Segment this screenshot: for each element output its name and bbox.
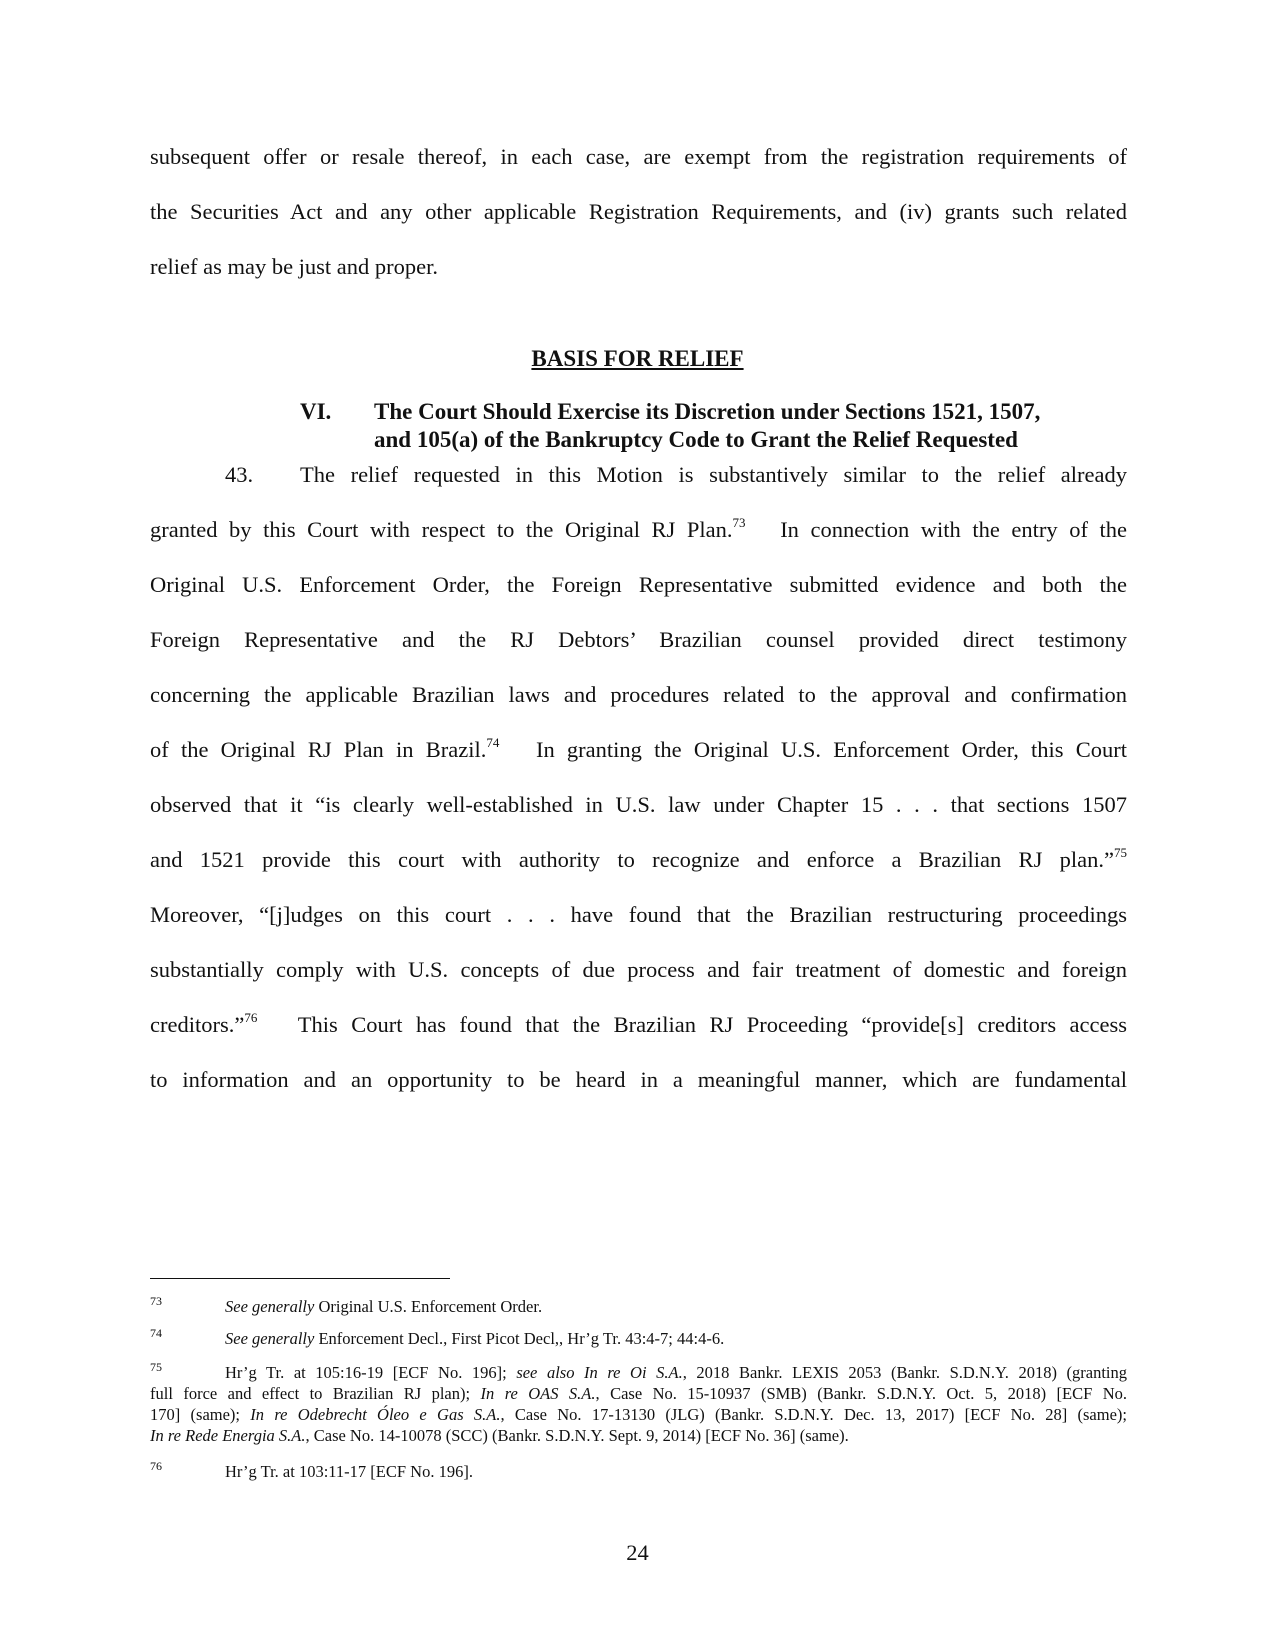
text-line: concerning the applicable Brazilian laws and procedures related to the approval and confirmation [150,682,1127,707]
footnote-line [225,1362,1127,1383]
footnote-line [150,1404,1127,1425]
text-line: the Securities Act and any other applicable Registration Requirements, and (iv) grants such related [150,199,1127,224]
footnote-ref: 76 [244,1009,258,1025]
italic-text: See generally [225,1297,315,1316]
text-span: , Case No. 17-13130 (JLG) (Bankr. S.D.N.Y. Dec. 13, 2017) [ECF No. 28] (same); [500,1405,1127,1424]
footnote-ref: 75 [1114,844,1127,860]
footnote-text [225,1296,542,1317]
text-span: , 2018 Bankr. LEXIS 2053 (Bankr. S.D.N.Y. 2018) (granting [682,1363,1128,1382]
text-span: Hr’g Tr. at 105:16-19 [ECF No. 196]; [225,1363,517,1382]
footnote-number: 73 [150,1294,162,1308]
subsection-title-line: The Court Should Exercise its Discretion under Sections 1521, 1507, [374,399,1041,424]
footnote-number: 74 [150,1326,162,1340]
italic-text: See generally [225,1329,315,1348]
italic-text: see also In re Oi S.A. [516,1363,683,1382]
text-line [150,460,1127,490]
text-line: observed that it “is clearly well-established in U.S. law under Chapter 15 . . . that sections 1507 [150,792,1127,817]
footnote-ref: 74 [486,734,500,750]
text-span: Enforcement Decl., First Picot Decl,, Hr’g Tr. 43:4-7; 44:4-6. [314,1329,725,1348]
text-line: Original U.S. Enforcement Order, the Foreign Representative submitted evidence and both the [150,572,1127,597]
footnote-75 [150,1362,1127,1452]
text-line: substantially comply with U.S. concepts of due process and fair treatment of domestic and foreign [150,957,1127,982]
text-line [150,1010,1127,1040]
text-line: subsequent offer or resale thereof, in each case, are exempt from the registration requirements of [150,144,1127,169]
subsection-number: VI. [300,399,332,424]
footnote-line [150,1383,1127,1404]
footnote-number: 75 [150,1360,162,1374]
page-number: 24 [626,1540,649,1565]
italic-text: In re Odebrecht Óleo e Gas S.A. [250,1405,501,1424]
text-span: full force and effect to Brazilian RJ plan); [150,1384,481,1403]
text-span: Original U.S. Enforcement Order. [314,1297,543,1316]
subsection-title [374,398,1074,454]
subsection-title-line: and 105(a) of the Bankruptcy Code to Grant the Relief Requested [374,427,1018,452]
text-span: granted by this Court with respect to the Original RJ Plan. [150,517,733,542]
text-span: , Case No. 14-10078 (SCC) (Bankr. S.D.N.Y. Sept. 9, 2014) [ECF No. 36] (same). [305,1426,849,1445]
text-span: 170] (same); [150,1405,251,1424]
footnote-ref: 73 [732,514,746,530]
text-line: Moreover, “[j]udges on this court . . . have found that the Brazilian restructuring proceedings [150,902,1127,927]
footnote-text [225,1328,724,1349]
text-line [150,735,1127,765]
text-line: Foreign Representative and the RJ Debtors’ Brazilian counsel provided direct testimony [150,627,1127,652]
text-line: relief as may be just and proper. [150,254,439,279]
footnote-divider [150,1278,450,1279]
section-heading: BASIS FOR RELIEF [531,346,744,371]
text-line [150,515,1127,545]
text-line: to information and an opportunity to be heard in a meaningful manner, which are fundamental [150,1067,1127,1092]
footnote-text: Hr’g Tr. at 103:11-17 [ECF No. 196]. [225,1462,473,1481]
text-span: In connection with the entry of the [780,517,1127,542]
italic-text: In re OAS S.A. [480,1384,596,1403]
text-span: This Court has found that the Brazilian RJ Proceeding “provide[s] creditors access [297,1012,1128,1037]
text-span: of the Original RJ Plan in Brazil. [150,737,487,762]
text-span: creditors.” [150,1012,245,1037]
text-span: and 1521 provide this court with authority to recognize and enforce a Brazilian RJ plan.” [150,847,1114,872]
paragraph-number: 43. [225,462,254,487]
text-span: , Case No. 15-10937 (SMB) (Bankr. S.D.N.Y. Oct. 5, 2018) [ECF No. [595,1384,1127,1403]
text-span: In granting the Original U.S. Enforcement Order, this Court [535,737,1128,762]
text-line [150,845,1127,875]
paragraph-first-line: The relief requested in this Motion is substantively similar to the relief already [300,462,1127,487]
footnote-number: 76 [150,1459,162,1473]
footnote-line [150,1425,1127,1446]
italic-text: In re Rede Energia S.A. [150,1426,306,1445]
